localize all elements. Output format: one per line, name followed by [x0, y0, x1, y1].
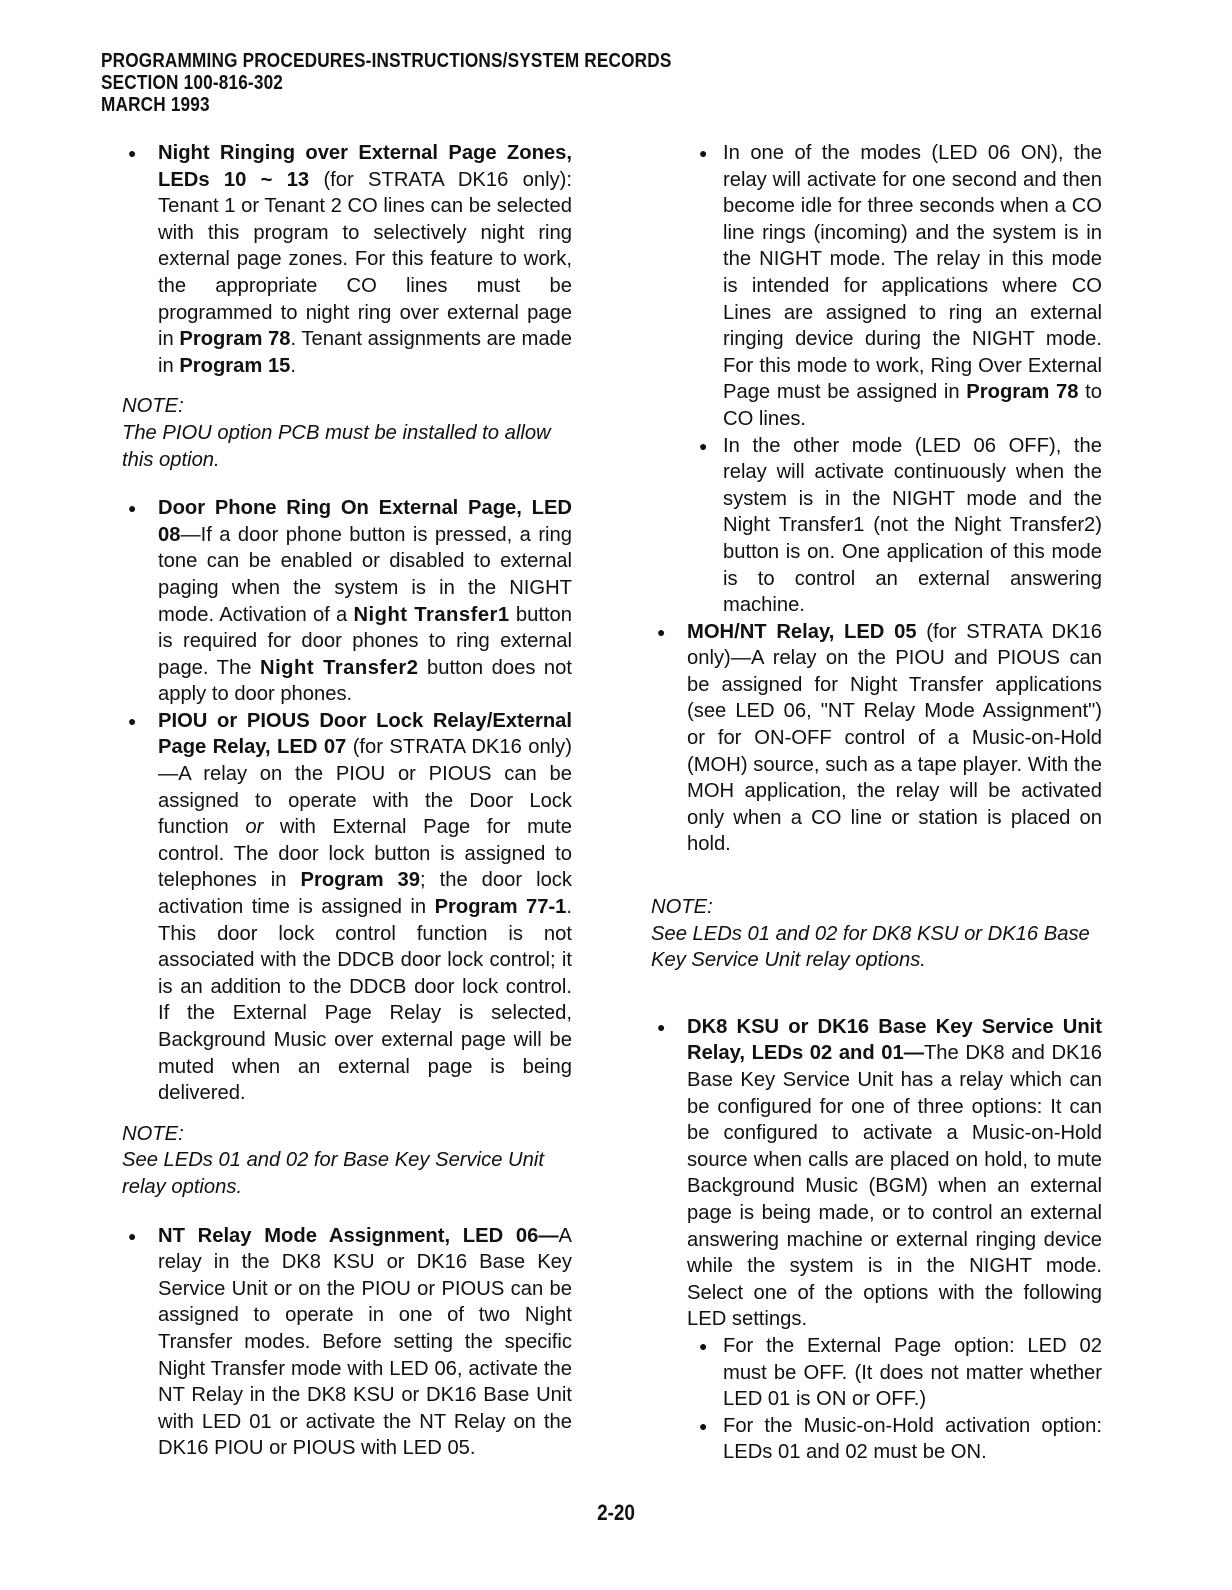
page-number-text: 2-20	[597, 1500, 635, 1525]
left-column	[122, 140, 572, 1462]
key-label: Night Transfer1	[353, 603, 510, 626]
bullet-nt-relay-mode	[122, 1223, 572, 1462]
subbullet-moh-option	[651, 1413, 1102, 1466]
program-ref: Program 78	[179, 328, 291, 351]
program-ref: Program 39	[300, 869, 420, 892]
header-date: MARCH 1993	[101, 94, 210, 116]
bullet-heading: MOH/NT Relay, LED 05	[687, 620, 917, 643]
bullet-text: with External Page for mute control. The door lock button is assigned to telephones in	[158, 816, 572, 892]
bullet-text: For the Music-on-Hold activation option: LEDs 01 and 02 must be ON.	[723, 1414, 1102, 1464]
header-section: SECTION 100-816-302	[101, 72, 284, 94]
note-base-key	[122, 1121, 572, 1201]
bullet-text: For the External Page option: LED 02 must be OFF. (It does not matter whether LED 01 is ON or OFF.)	[723, 1334, 1102, 1411]
header-title: PROGRAMMING PROCEDURES-INSTRUCTIONS/SYSTEM RECORDS	[101, 50, 672, 72]
bullet-text: button does not apply to door phones.	[158, 656, 572, 706]
bullet-text: button is required for door phones to ring external page. The	[158, 603, 572, 679]
bullet-heading: NT Relay Mode Assignment, LED 06—	[158, 1224, 559, 1247]
bullet-text: to CO lines.	[723, 381, 1102, 430]
bullet-moh-nt-relay	[651, 619, 1102, 858]
program-ref: Program 78	[966, 381, 1079, 404]
bullet-text: (for STRATA DK16 only)—A relay on the PIOU and PIOUS can be assigned for Night Transfer applications (see LED 06, "NT Relay Mode Assignment") or for ON-OFF control of a Music-on-Hold (MOH) source, such as a tape player. With the MOH application, the relay will be activated only when a CO line or station is placed on hold.	[687, 620, 1102, 856]
right-column	[651, 140, 1102, 1466]
bullet-text: In one of the modes (LED 06 ON), the relay will activate for one second and then become idle for three seconds when a CO line rings (incoming) and the system is in the NIGHT mode. The relay in this mode is intended for applications where CO Lines are assigned to ring an external ringing device during the NIGHT mode. For this mode to work, Ring Over External Page must be assigned in	[723, 142, 1102, 404]
page-header	[101, 50, 672, 116]
bullet-night-ringing	[122, 140, 572, 379]
bullet-heading: Door Phone Ring On External Page, LED 08	[158, 497, 572, 546]
bullet-text: In the other mode (LED 06 OFF), the relay will activate continuously when the system is in the NIGHT mode and the Night Transfer1 (not the Night Transfer2) button is on. One application of this mode is to control an external answering machine.	[723, 434, 1102, 617]
bullet-text: (for STRATA DK16 only)—A relay on the PIOU or PIOUS can be assigned to operate with the Door Lock function	[158, 736, 572, 839]
program-ref: Program 15	[179, 354, 291, 377]
bullet-heading: PIOU or PIOUS Door Lock Relay/External Page Relay, LED 07	[158, 709, 572, 759]
emphasis: or	[245, 816, 264, 839]
bullet-text: (for STRATA DK16 only): Tenant 1 or Tenant 2 CO lines can be selected with this program to selectively night ring external page zones. For this feature to work, the appropriate CO lines must be programmed to night ring over external page in	[158, 168, 572, 351]
bullet-text: . This door lock control function is not associated with the DDCB door lock control; it is an addition to the DDCB door lock control. If the External Page Relay is selected, Background Music over external page will be muted when an external page is being delivered.	[158, 896, 572, 1105]
bullet-heading: Night Ringing over External Page Zones, LEDs 10 ~ 13	[158, 142, 572, 191]
bullet-text: ; the door lock activation time is assigned in	[158, 869, 572, 919]
key-label: Night Transfer2	[259, 656, 419, 679]
bullet-heading: DK8 KSU or DK16 Base Key Service Unit Relay, LEDs 02 and 01—	[687, 1015, 1102, 1065]
note-title: NOTE:	[122, 1122, 184, 1145]
note-body: The PIOU option PCB must be installed to allow this option.	[122, 421, 551, 471]
subbullet-external-page-option	[651, 1333, 1102, 1413]
bullet-text: . Tenant assignments are made in	[158, 328, 572, 377]
bullet-text: A relay in the DK8 KSU or DK16 Base Key Service Unit or on the PIOU or PIOUS can be assigned to operate in one of two Night Transfer modes. Before setting the specific Night Transfer mode with LED 06, activate the NT Relay in the DK8 KSU or DK16 Base Unit with LED 01 or activate the NT Relay on the DK16 PIOU or PIOUS with LED 05.	[158, 1224, 572, 1460]
page-number	[0, 1500, 1232, 1526]
subbullet-led06-on	[651, 140, 1102, 433]
note-piou	[122, 393, 572, 473]
note-title: NOTE:	[122, 395, 184, 418]
note-dk8-dk16	[651, 894, 1102, 974]
note-body: See LEDs 01 and 02 for Base Key Service Unit relay options.	[122, 1149, 544, 1198]
note-body: See LEDs 01 and 02 for DK8 KSU or DK16 Base Key Service Unit relay options.	[651, 922, 1090, 972]
bullet-door-lock-relay	[122, 708, 572, 1107]
program-ref: Program 77-1	[434, 896, 567, 919]
bullet-door-phone-ring	[122, 495, 572, 708]
bullet-text: The DK8 and DK16 Base Key Service Unit has a relay which can be configured for one of three options: It can be configured to activate a Music-on-Hold source when calls are placed on hold, to mute Background Music (BGM) when an external page is being made, or to control an external answering machine or external ringing device while the system is in the NIGHT mode. Select one of the options with the following LED settings.	[687, 1042, 1102, 1331]
bullet-text: —If a door phone button is pressed, a ring tone can be enabled or disabled to external paging when the system is in the NIGHT mode. Activation of a	[158, 523, 572, 626]
bullet-text: .	[290, 354, 297, 377]
subbullet-led06-off	[651, 433, 1102, 619]
bullet-base-key-relay	[651, 1014, 1102, 1333]
note-title: NOTE:	[651, 896, 713, 919]
